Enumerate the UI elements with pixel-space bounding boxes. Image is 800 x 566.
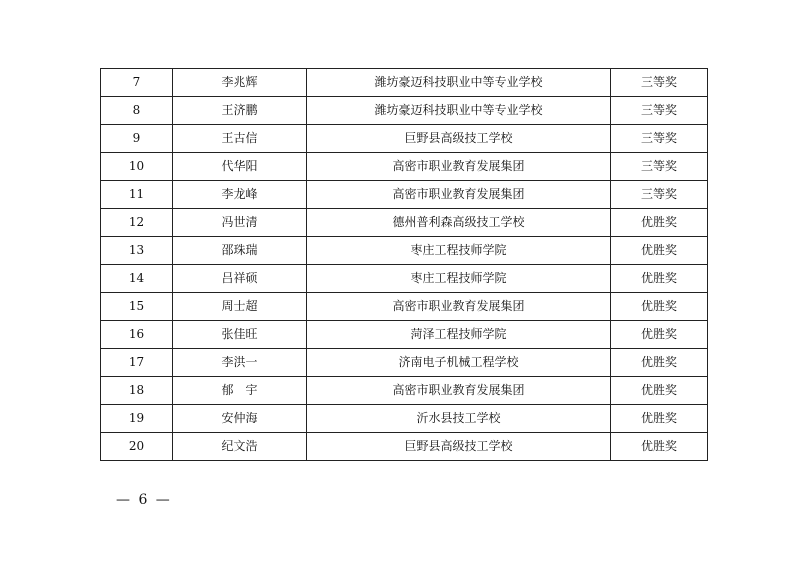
school-cell: 巨野县高级技工学校 (307, 125, 611, 153)
award-cell: 优胜奖 (611, 405, 708, 433)
award-cell: 三等奖 (611, 69, 708, 97)
table-row (101, 209, 708, 237)
name-cell: 李龙峰 (173, 181, 307, 209)
table-row (101, 405, 708, 433)
row-number-cell: 15 (101, 293, 173, 321)
award-cell: 优胜奖 (611, 265, 708, 293)
name-cell: 张佳旺 (173, 321, 307, 349)
row-number-cell: 19 (101, 405, 173, 433)
name-cell: 李兆辉 (173, 69, 307, 97)
table-row (101, 69, 708, 97)
award-cell: 三等奖 (611, 153, 708, 181)
row-number-cell: 8 (101, 97, 173, 125)
school-cell: 枣庄工程技师学院 (307, 237, 611, 265)
row-number-cell: 7 (101, 69, 173, 97)
award-cell: 优胜奖 (611, 237, 708, 265)
school-cell: 德州普利森高级技工学校 (307, 209, 611, 237)
school-cell: 枣庄工程技师学院 (307, 265, 611, 293)
table-row (101, 265, 708, 293)
award-cell: 优胜奖 (611, 433, 708, 461)
row-number-cell: 20 (101, 433, 173, 461)
awards-table-container (100, 68, 707, 461)
award-cell: 优胜奖 (611, 321, 708, 349)
table-row (101, 377, 708, 405)
school-cell: 高密市职业教育发展集团 (307, 293, 611, 321)
row-number-cell: 17 (101, 349, 173, 377)
school-cell: 高密市职业教育发展集团 (307, 377, 611, 405)
name-cell: 李洪一 (173, 349, 307, 377)
table-row (101, 125, 708, 153)
school-cell: 沂水县技工学校 (307, 405, 611, 433)
table-row (101, 293, 708, 321)
row-number-cell: 18 (101, 377, 173, 405)
school-cell: 巨野县高级技工学校 (307, 433, 611, 461)
name-cell: 周士超 (173, 293, 307, 321)
name-cell: 纪文浩 (173, 433, 307, 461)
row-number-cell: 11 (101, 181, 173, 209)
table-row (101, 349, 708, 377)
name-cell: 郁 宇 (173, 377, 307, 405)
award-cell: 三等奖 (611, 125, 708, 153)
award-cell: 优胜奖 (611, 349, 708, 377)
table-row (101, 237, 708, 265)
award-cell: 优胜奖 (611, 209, 708, 237)
award-cell: 优胜奖 (611, 293, 708, 321)
name-cell: 邵珠瑞 (173, 237, 307, 265)
name-cell: 代华阳 (173, 153, 307, 181)
award-cell: 三等奖 (611, 181, 708, 209)
name-cell: 安仲海 (173, 405, 307, 433)
school-cell: 高密市职业教育发展集团 (307, 181, 611, 209)
name-cell: 吕祥硕 (173, 265, 307, 293)
name-cell: 王古信 (173, 125, 307, 153)
page-number: — 6 — (116, 492, 172, 508)
row-number-cell: 9 (101, 125, 173, 153)
name-cell: 王济鹏 (173, 97, 307, 125)
table-row (101, 181, 708, 209)
school-cell: 济南电子机械工程学校 (307, 349, 611, 377)
row-number-cell: 16 (101, 321, 173, 349)
awards-table (100, 68, 708, 461)
table-row (101, 153, 708, 181)
school-cell: 潍坊豪迈科技职业中等专业学校 (307, 97, 611, 125)
school-cell: 高密市职业教育发展集团 (307, 153, 611, 181)
school-cell: 菏泽工程技师学院 (307, 321, 611, 349)
table-row (101, 433, 708, 461)
table-row (101, 321, 708, 349)
row-number-cell: 13 (101, 237, 173, 265)
name-cell: 冯世清 (173, 209, 307, 237)
row-number-cell: 10 (101, 153, 173, 181)
award-cell: 优胜奖 (611, 377, 708, 405)
table-row (101, 97, 708, 125)
row-number-cell: 14 (101, 265, 173, 293)
row-number-cell: 12 (101, 209, 173, 237)
award-cell: 三等奖 (611, 97, 708, 125)
school-cell: 潍坊豪迈科技职业中等专业学校 (307, 69, 611, 97)
